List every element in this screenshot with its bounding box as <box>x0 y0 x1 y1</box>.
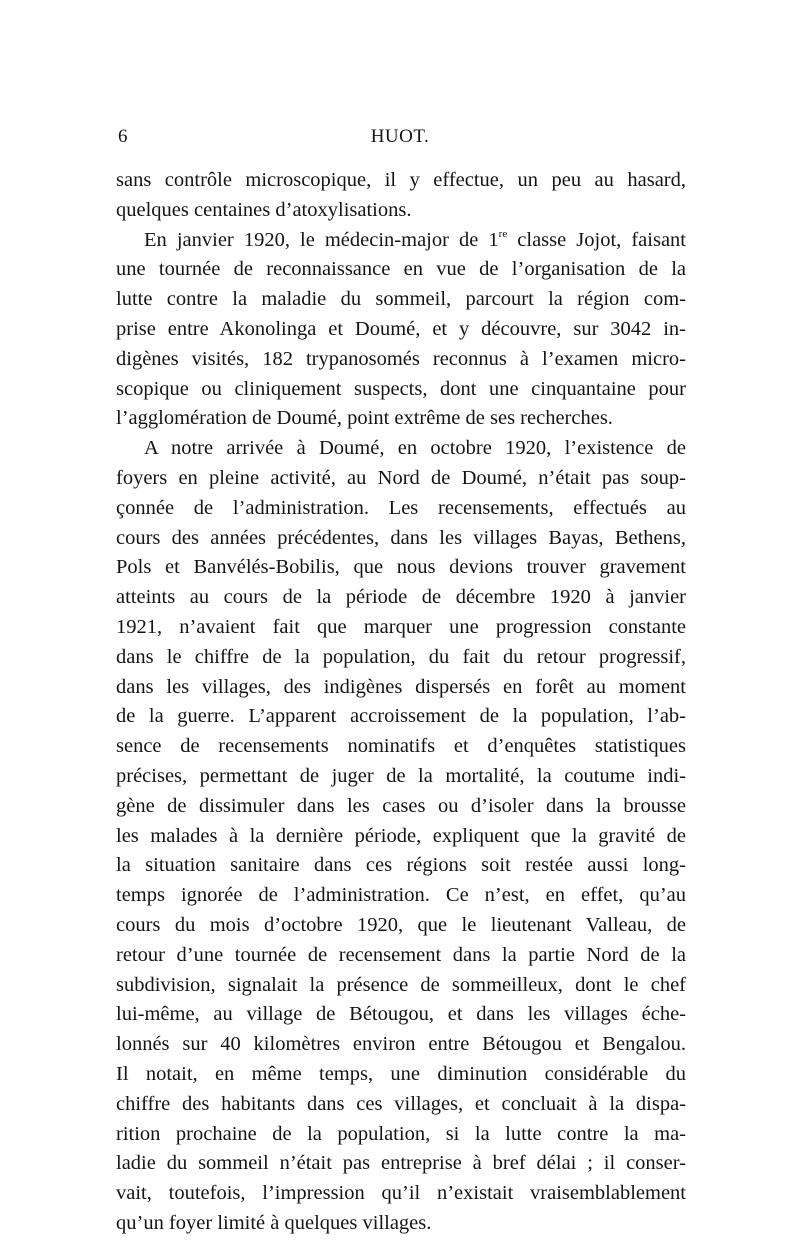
text-line: cours du mois d’octobre 1920, que le lieutenant Valleau, de <box>116 913 686 936</box>
text-line: prise entre Akonolinga et Doumé, et y découvre, sur 3042 in- <box>116 317 686 340</box>
text-line: les malades à la dernière période, expliquent que la gravité de <box>116 824 686 847</box>
text-line: gène de dissimuler dans les cases ou d’isoler dans la brousse <box>116 794 686 817</box>
text-line: l’agglomération de Doumé, point extrême de ses recherches. <box>116 407 613 430</box>
superscript: re <box>498 227 508 240</box>
text-line: qu’un foyer limité à quelques villages. <box>116 1211 432 1234</box>
text-line: 1921, n’avaient fait que marquer une progression constante <box>116 615 686 638</box>
text-line: foyers en pleine activité, au Nord de Doumé, n’était pas soup- <box>116 466 686 489</box>
paragraph <box>116 226 686 435</box>
text-line: lutte contre la maladie du sommeil, parcourt la région com- <box>116 288 686 311</box>
page-header <box>116 126 684 150</box>
text-line: subdivision, signalait la présence de sommeilleux, dont le chef <box>116 973 686 996</box>
text-line: scopique ou cliniquement suspects, dont une cinquantaine pour <box>116 377 686 400</box>
body-text <box>116 166 686 1239</box>
text-line: vait, toutefois, l’impression qu’il n’existait vraisemblablement <box>116 1182 686 1205</box>
text-line: quelques centaines d’atoxylisations. <box>116 198 412 221</box>
paragraph <box>116 434 686 1239</box>
text-line: lui-même, au village de Bétougou, et dans les villages éche- <box>116 1003 686 1026</box>
running-head: HUOT. <box>370 126 430 147</box>
text-line: Il notait, en même temps, une diminution considérable du <box>116 1062 686 1085</box>
text-line: sans contrôle microscopique, il y effectue, un peu au hasard, <box>116 169 686 191</box>
text-line: çonnée de l’administration. Les recensements, effectués au <box>116 496 686 519</box>
text-line: ladie du sommeil n’était pas entreprise à bref délai ; il conser- <box>116 1152 686 1175</box>
text-line: la situation sanitaire dans ces régions soit restée aussi long- <box>116 854 686 877</box>
text-line: atteints au cours de la période de décembre 1920 à janvier <box>116 586 686 609</box>
text-line: cours des années précédentes, dans les villages Bayas, Bethens, <box>116 526 686 549</box>
text-line: sence de recensements nominatifs et d’enquêtes statistiques <box>116 735 686 758</box>
text-line: lonnés sur 40 kilomètres environ entre Bétougou et Bengalou. <box>116 1033 686 1056</box>
text-line: Pols et Banvélés-Bobilis, que nous devions trouver gravement <box>116 556 686 579</box>
text-line: retour d’une tournée de recensement dans la partie Nord de la <box>116 943 686 966</box>
text-line: chiffre des habitants dans ces villages, et concluait à la dispa- <box>116 1092 686 1115</box>
text-line: temps ignorée de l’administration. Ce n’est, en effet, qu’au <box>116 884 686 907</box>
text-segment: En janvier 1920, le médecin-major de 1 <box>144 228 499 251</box>
text-line: rition prochaine de la population, si la lutte contre la ma- <box>116 1122 686 1145</box>
text-segment: classe Jojot, faisant <box>507 228 686 251</box>
text-line: une tournée de reconnaissance en vue de l’organisation de la <box>116 258 686 281</box>
text-line: A notre arrivée à Doumé, en octobre 1920, l’existence de <box>144 437 686 460</box>
text-line: dans les villages, des indigènes dispersés en forêt au moment <box>116 675 686 698</box>
text-line: digènes visités, 182 trypanosomés reconnus à l’examen micro- <box>116 347 686 370</box>
page-number: 6 <box>118 126 128 147</box>
text-line <box>116 226 686 256</box>
text-line: précises, permettant de juger de la mortalité, la coutume indi- <box>116 764 686 787</box>
text-line: dans le chiffre de la population, du fait du retour progressif, <box>116 645 686 668</box>
paragraph <box>116 166 686 226</box>
text-line: de la guerre. L’apparent accroissement de la population, l’ab- <box>116 705 686 728</box>
